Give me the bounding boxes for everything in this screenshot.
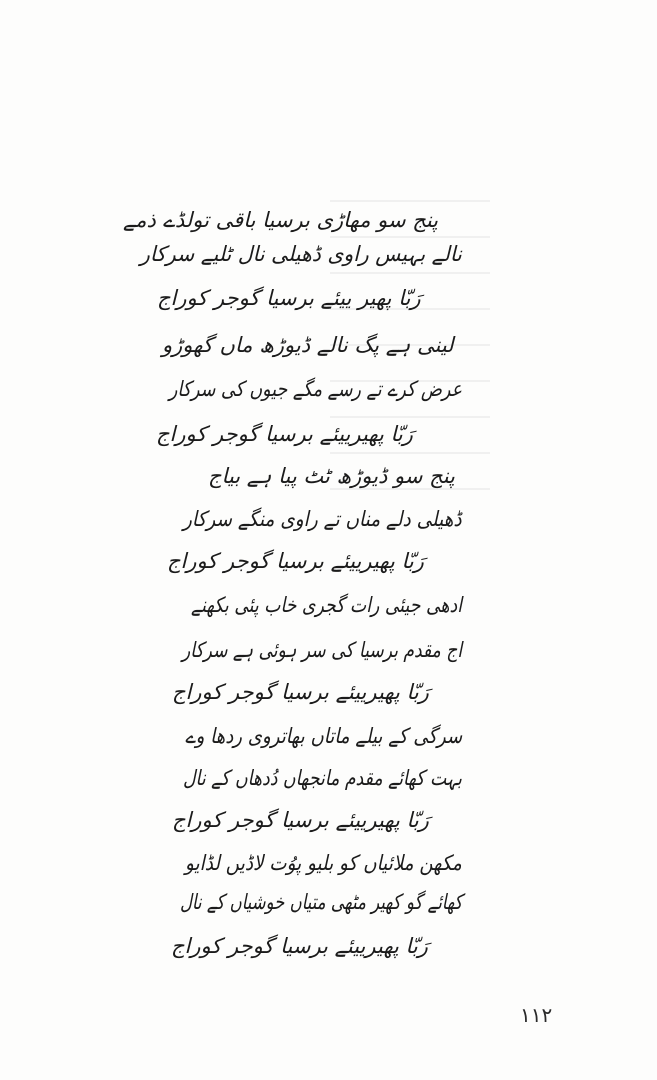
poem-line: رَبّا پھیرییئے برسیا گوجر کوراج: [172, 808, 429, 832]
poem-line: کھائے گو کھیر مٹھی متیاں خوشیاں کے نال: [180, 890, 463, 914]
poem-line: پنج سو مھاڑی برسیا باقی تولڈے ذمے: [122, 208, 438, 232]
poem-line: ڈھیلی دلے مناں تے راوی منگے سرکار: [183, 507, 462, 531]
poem-line: رَبّا پھیرییئے برسیا گوجر کوراج: [171, 934, 428, 958]
poem-line: پنج سو ڈیوڑھ ٹٹ پیا ہے بیاج: [208, 464, 455, 488]
poem-line: نالے بہیس راوی ڈھیلی نال ٹلیے سرکار: [140, 242, 462, 266]
poem-line: عرض کرے تے رسے مگے جیوں کی سرکار: [169, 377, 463, 401]
poem-line: رَبّا پھیر ییئے برسیا گوجر کوراج: [157, 286, 421, 310]
poem-line: رَبّا پھیرییئے برسیا گوجر کوراج: [167, 549, 424, 573]
poem-line: رَبّا پھیرییئے برسیا گوجر کوراج: [172, 680, 429, 704]
poem-line: رَبّا پھیرییئے برسیا گوجر کوراج: [156, 422, 413, 446]
poem-line: سرگی کے بیلے ماتاں بھاتروی ردھا وے: [185, 724, 463, 748]
page-number: ۱۱۲: [520, 1003, 553, 1027]
poem-line: مکھن ملائیاں کو بلیو پوُت لاڈیں لڈایو: [185, 851, 462, 875]
poem-line: لینی ہے پگ نالے ڈیوڑھ ماں گھوڑو: [162, 333, 454, 357]
poem-line: ادھی جیئی رات گجری خاب پئی بکھنے: [191, 593, 463, 617]
poem-line: بہت کھائے مقدم مانجھاں دُدھاں کے نال: [183, 766, 462, 790]
poem-line: اج مقدم برسیا کی سر ہوئی ہے سرکار: [182, 638, 463, 662]
